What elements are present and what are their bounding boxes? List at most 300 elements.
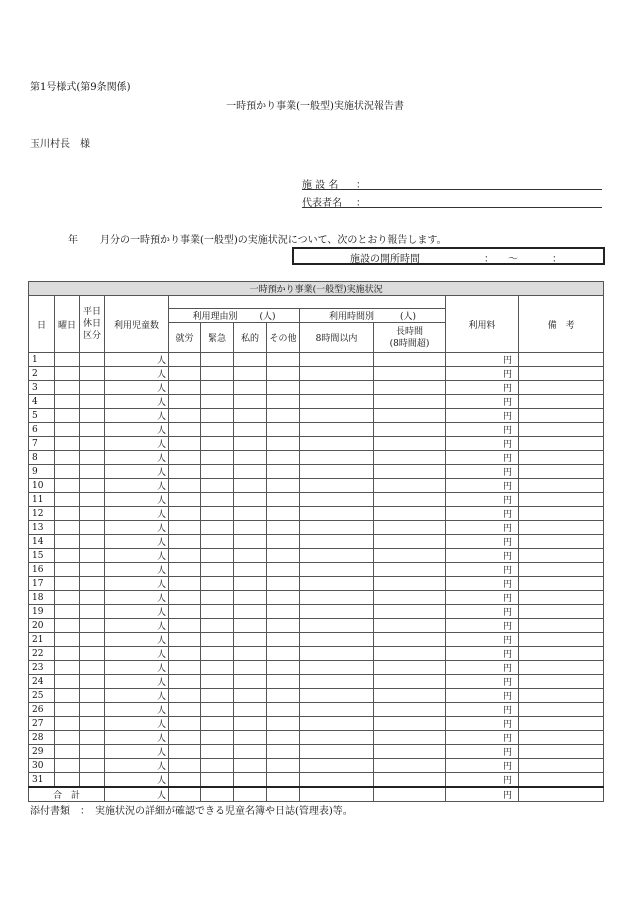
fee-unit: 円	[446, 633, 519, 647]
reason-private-cell[interactable]	[234, 675, 267, 689]
remarks-cell[interactable]	[519, 605, 604, 619]
total-time-within8[interactable]	[300, 787, 374, 802]
reason-other-cell[interactable]	[267, 437, 300, 451]
time-long-cell[interactable]	[374, 773, 446, 788]
time-long-cell[interactable]	[374, 633, 446, 647]
time-within8-cell[interactable]	[300, 759, 374, 773]
reason-other-cell[interactable]	[267, 395, 300, 409]
fee-unit: 円	[446, 423, 519, 437]
remarks-cell[interactable]	[519, 549, 604, 563]
weekday-cell[interactable]	[55, 773, 80, 788]
weekday-cell[interactable]	[55, 381, 80, 395]
reason-other-cell[interactable]	[267, 493, 300, 507]
time-within8-cell[interactable]	[300, 493, 374, 507]
remarks-cell[interactable]	[519, 647, 604, 661]
reason-private-cell[interactable]	[234, 549, 267, 563]
daytype-cell[interactable]	[80, 381, 105, 395]
reason-private-cell[interactable]	[234, 759, 267, 773]
reason-private-cell[interactable]	[234, 395, 267, 409]
daytype-cell[interactable]	[80, 451, 105, 465]
time-long-cell[interactable]	[374, 591, 446, 605]
reason-private-cell[interactable]	[234, 451, 267, 465]
reason-work-cell[interactable]	[169, 563, 201, 577]
weekday-cell[interactable]	[55, 423, 80, 437]
daytype-cell[interactable]	[80, 521, 105, 535]
reason-other-cell[interactable]	[267, 563, 300, 577]
reason-private-cell[interactable]	[234, 479, 267, 493]
remarks-cell[interactable]	[519, 451, 604, 465]
reason-work-cell[interactable]	[169, 647, 201, 661]
reason-private-cell[interactable]	[234, 577, 267, 591]
weekday-cell[interactable]	[55, 759, 80, 773]
reason-private-cell[interactable]	[234, 535, 267, 549]
time-within8-cell[interactable]	[300, 451, 374, 465]
weekday-cell[interactable]	[55, 549, 80, 563]
remarks-cell[interactable]	[519, 745, 604, 759]
time-within8-cell[interactable]	[300, 619, 374, 633]
weekday-cell[interactable]	[55, 395, 80, 409]
time-within8-cell[interactable]	[300, 381, 374, 395]
reason-other-cell[interactable]	[267, 731, 300, 745]
time-long-cell[interactable]	[374, 675, 446, 689]
time-long-cell[interactable]	[374, 423, 446, 437]
children-count-unit: 人	[105, 507, 169, 521]
remarks-cell[interactable]	[519, 689, 604, 703]
daytype-cell[interactable]	[80, 675, 105, 689]
reason-emergency-cell[interactable]	[201, 661, 234, 675]
reason-work-cell[interactable]	[169, 367, 201, 381]
remarks-cell[interactable]	[519, 465, 604, 479]
time-long-cell[interactable]	[374, 661, 446, 675]
reason-work-cell[interactable]	[169, 465, 201, 479]
time-within8-cell[interactable]	[300, 633, 374, 647]
remarks-cell[interactable]	[519, 395, 604, 409]
time-long-cell[interactable]	[374, 409, 446, 423]
reason-other-cell[interactable]	[267, 605, 300, 619]
daytype-cell[interactable]	[80, 465, 105, 479]
table-row	[29, 759, 604, 773]
remarks-cell[interactable]	[519, 759, 604, 773]
time-within8-cell[interactable]	[300, 409, 374, 423]
children-count-unit: 人	[105, 409, 169, 423]
time-long-cell[interactable]	[374, 437, 446, 451]
reason-private-cell[interactable]	[234, 507, 267, 521]
time-within8-cell[interactable]	[300, 703, 374, 717]
time-within8-cell[interactable]	[300, 465, 374, 479]
weekday-cell[interactable]	[55, 577, 80, 591]
weekday-cell[interactable]	[55, 591, 80, 605]
time-long-cell[interactable]	[374, 521, 446, 535]
reason-private-cell[interactable]	[234, 731, 267, 745]
reason-emergency-cell[interactable]	[201, 703, 234, 717]
remarks-cell[interactable]	[519, 535, 604, 549]
reason-private-cell[interactable]	[234, 647, 267, 661]
remarks-cell[interactable]	[519, 521, 604, 535]
daytype-cell[interactable]	[80, 591, 105, 605]
daytype-cell[interactable]	[80, 689, 105, 703]
time-long-cell[interactable]	[374, 717, 446, 731]
time-within8-cell[interactable]	[300, 689, 374, 703]
reason-emergency-cell[interactable]	[201, 437, 234, 451]
time-within8-cell[interactable]	[300, 423, 374, 437]
reason-other-cell[interactable]	[267, 451, 300, 465]
reason-emergency-cell[interactable]	[201, 577, 234, 591]
daytype-cell[interactable]	[80, 535, 105, 549]
reason-private-cell[interactable]	[234, 381, 267, 395]
reason-other-cell[interactable]	[267, 479, 300, 493]
weekday-cell[interactable]	[55, 535, 80, 549]
daytype-cell[interactable]	[80, 619, 105, 633]
reason-other-cell[interactable]	[267, 535, 300, 549]
remarks-cell[interactable]	[519, 703, 604, 717]
reason-emergency-cell[interactable]	[201, 493, 234, 507]
time-long-cell[interactable]	[374, 549, 446, 563]
daytype-cell[interactable]	[80, 703, 105, 717]
weekday-cell[interactable]	[55, 437, 80, 451]
daytype-cell[interactable]	[80, 409, 105, 423]
daytype-cell[interactable]	[80, 605, 105, 619]
time-within8-cell[interactable]	[300, 605, 374, 619]
reason-other-cell[interactable]	[267, 549, 300, 563]
reason-other-cell[interactable]	[267, 367, 300, 381]
reason-other-cell[interactable]	[267, 745, 300, 759]
daytype-cell[interactable]	[80, 367, 105, 381]
daytype-cell[interactable]	[80, 773, 105, 788]
daytype-cell[interactable]	[80, 745, 105, 759]
reason-private-cell[interactable]	[234, 745, 267, 759]
time-within8-cell[interactable]	[300, 507, 374, 521]
reason-private-cell[interactable]	[234, 661, 267, 675]
reason-emergency-cell[interactable]	[201, 465, 234, 479]
reason-work-cell[interactable]	[169, 423, 201, 437]
reason-emergency-cell[interactable]	[201, 451, 234, 465]
reason-private-cell[interactable]	[234, 633, 267, 647]
reason-emergency-cell[interactable]	[201, 479, 234, 493]
reason-private-cell[interactable]	[234, 465, 267, 479]
weekday-cell[interactable]	[55, 353, 80, 367]
remarks-cell[interactable]	[519, 381, 604, 395]
reason-private-cell[interactable]	[234, 703, 267, 717]
reason-private-cell[interactable]	[234, 717, 267, 731]
reason-emergency-cell[interactable]	[201, 409, 234, 423]
daytype-cell[interactable]	[80, 633, 105, 647]
time-within8-cell[interactable]	[300, 521, 374, 535]
total-reason-work[interactable]	[169, 787, 201, 802]
reason-emergency-cell[interactable]	[201, 745, 234, 759]
daytype-cell[interactable]	[80, 479, 105, 493]
reason-work-cell[interactable]	[169, 493, 201, 507]
reason-other-cell[interactable]	[267, 675, 300, 689]
reason-emergency-cell[interactable]	[201, 633, 234, 647]
reason-other-cell[interactable]	[267, 717, 300, 731]
reason-other-cell[interactable]	[267, 507, 300, 521]
daytype-cell[interactable]	[80, 759, 105, 773]
daytype-cell[interactable]	[80, 437, 105, 451]
remarks-cell[interactable]	[519, 717, 604, 731]
reason-other-cell[interactable]	[267, 647, 300, 661]
reason-work-cell[interactable]	[169, 689, 201, 703]
remarks-cell[interactable]	[519, 563, 604, 577]
weekday-cell[interactable]	[55, 605, 80, 619]
reason-emergency-cell[interactable]	[201, 395, 234, 409]
reason-work-cell[interactable]	[169, 703, 201, 717]
remarks-cell[interactable]	[519, 661, 604, 675]
remarks-cell[interactable]	[519, 577, 604, 591]
time-within8-cell[interactable]	[300, 563, 374, 577]
reason-work-cell[interactable]	[169, 717, 201, 731]
reason-other-cell[interactable]	[267, 465, 300, 479]
weekday-cell[interactable]	[55, 451, 80, 465]
daytype-cell[interactable]	[80, 731, 105, 745]
day-number: 24	[29, 675, 55, 689]
reason-other-cell[interactable]	[267, 409, 300, 423]
weekday-cell[interactable]	[55, 731, 80, 745]
daytype-cell[interactable]	[80, 661, 105, 675]
reason-emergency-cell[interactable]	[201, 353, 234, 367]
reason-emergency-cell[interactable]	[201, 689, 234, 703]
remarks-cell[interactable]	[519, 479, 604, 493]
daytype-cell[interactable]	[80, 395, 105, 409]
time-long-cell[interactable]	[374, 493, 446, 507]
weekday-cell[interactable]	[55, 661, 80, 675]
reason-private-cell[interactable]	[234, 437, 267, 451]
daytype-cell[interactable]	[80, 353, 105, 367]
reason-private-cell[interactable]	[234, 591, 267, 605]
weekday-cell[interactable]	[55, 465, 80, 479]
weekday-cell[interactable]	[55, 745, 80, 759]
time-long-cell[interactable]	[374, 745, 446, 759]
time-long-cell[interactable]	[374, 759, 446, 773]
total-reason-other[interactable]	[267, 787, 300, 802]
reason-private-cell[interactable]	[234, 353, 267, 367]
time-within8-cell[interactable]	[300, 675, 374, 689]
reason-work-cell[interactable]	[169, 381, 201, 395]
reason-private-cell[interactable]	[234, 409, 267, 423]
reason-other-cell[interactable]	[267, 759, 300, 773]
reason-emergency-cell[interactable]	[201, 773, 234, 788]
reason-emergency-cell[interactable]	[201, 423, 234, 437]
reason-other-cell[interactable]	[267, 521, 300, 535]
reason-other-cell[interactable]	[267, 633, 300, 647]
reason-private-cell[interactable]	[234, 563, 267, 577]
time-long-cell[interactable]	[374, 381, 446, 395]
time-within8-cell[interactable]	[300, 353, 374, 367]
weekday-cell[interactable]	[55, 675, 80, 689]
reason-work-cell[interactable]	[169, 675, 201, 689]
reason-emergency-cell[interactable]	[201, 717, 234, 731]
weekday-cell[interactable]	[55, 493, 80, 507]
time-long-cell[interactable]	[374, 367, 446, 381]
remarks-cell[interactable]	[519, 409, 604, 423]
reason-emergency-cell[interactable]	[201, 619, 234, 633]
reason-emergency-cell[interactable]	[201, 759, 234, 773]
header-weekday: 曜日	[55, 296, 80, 353]
remarks-cell[interactable]	[519, 591, 604, 605]
time-within8-cell[interactable]	[300, 577, 374, 591]
reason-emergency-cell[interactable]	[201, 605, 234, 619]
weekday-cell[interactable]	[55, 521, 80, 535]
reason-other-cell[interactable]	[267, 773, 300, 788]
reason-work-cell[interactable]	[169, 577, 201, 591]
reason-work-cell[interactable]	[169, 549, 201, 563]
reason-work-cell[interactable]	[169, 591, 201, 605]
reason-work-cell[interactable]	[169, 605, 201, 619]
time-within8-cell[interactable]	[300, 535, 374, 549]
reason-work-cell[interactable]	[169, 759, 201, 773]
time-long-cell[interactable]	[374, 577, 446, 591]
time-long-cell[interactable]	[374, 353, 446, 367]
reason-work-cell[interactable]	[169, 395, 201, 409]
reason-emergency-cell[interactable]	[201, 563, 234, 577]
daytype-cell[interactable]	[80, 423, 105, 437]
weekday-cell[interactable]	[55, 717, 80, 731]
remarks-cell[interactable]	[519, 507, 604, 521]
reason-other-cell[interactable]	[267, 619, 300, 633]
representative-field[interactable]	[302, 193, 602, 208]
table-row	[29, 773, 604, 788]
remarks-cell[interactable]	[519, 367, 604, 381]
time-long-cell[interactable]	[374, 507, 446, 521]
remarks-cell[interactable]	[519, 731, 604, 745]
opening-hours-box[interactable]	[292, 247, 605, 265]
reason-work-cell[interactable]	[169, 619, 201, 633]
time-within8-cell[interactable]	[300, 395, 374, 409]
time-within8-cell[interactable]	[300, 591, 374, 605]
reason-emergency-cell[interactable]	[201, 381, 234, 395]
opening-hours-label: 施設の開所時間	[350, 254, 420, 265]
daytype-cell[interactable]	[80, 577, 105, 591]
reason-other-cell[interactable]	[267, 591, 300, 605]
weekday-cell[interactable]	[55, 689, 80, 703]
daytype-cell[interactable]	[80, 549, 105, 563]
time-long-cell[interactable]	[374, 647, 446, 661]
weekday-cell[interactable]	[55, 367, 80, 381]
time-long-cell[interactable]	[374, 563, 446, 577]
reason-other-cell[interactable]	[267, 381, 300, 395]
time-long-cell[interactable]	[374, 465, 446, 479]
time-long-cell[interactable]	[374, 605, 446, 619]
reason-work-cell[interactable]	[169, 521, 201, 535]
reason-other-cell[interactable]	[267, 661, 300, 675]
total-reason-private[interactable]	[234, 787, 267, 802]
reason-emergency-cell[interactable]	[201, 549, 234, 563]
reason-other-cell[interactable]	[267, 423, 300, 437]
remarks-cell[interactable]	[519, 619, 604, 633]
reason-emergency-cell[interactable]	[201, 675, 234, 689]
total-time-long[interactable]	[374, 787, 446, 802]
time-within8-cell[interactable]	[300, 437, 374, 451]
reason-work-cell[interactable]	[169, 451, 201, 465]
reason-private-cell[interactable]	[234, 423, 267, 437]
reason-emergency-cell[interactable]	[201, 507, 234, 521]
reason-work-cell[interactable]	[169, 507, 201, 521]
time-long-cell[interactable]	[374, 395, 446, 409]
reason-work-cell[interactable]	[169, 409, 201, 423]
reason-emergency-cell[interactable]	[201, 647, 234, 661]
weekday-cell[interactable]	[55, 619, 80, 633]
reason-emergency-cell[interactable]	[201, 535, 234, 549]
weekday-cell[interactable]	[55, 507, 80, 521]
time-within8-cell[interactable]	[300, 731, 374, 745]
reason-work-cell[interactable]	[169, 633, 201, 647]
reason-private-cell[interactable]	[234, 773, 267, 788]
time-long-cell[interactable]	[374, 703, 446, 717]
remarks-cell[interactable]	[519, 493, 604, 507]
time-long-cell[interactable]	[374, 619, 446, 633]
time-within8-cell[interactable]	[300, 479, 374, 493]
daytype-cell[interactable]	[80, 507, 105, 521]
remarks-cell[interactable]	[519, 437, 604, 451]
time-within8-cell[interactable]	[300, 773, 374, 788]
time-long-cell[interactable]	[374, 535, 446, 549]
remarks-cell[interactable]	[519, 773, 604, 788]
reason-emergency-cell[interactable]	[201, 731, 234, 745]
time-within8-cell[interactable]	[300, 745, 374, 759]
daytype-cell[interactable]	[80, 493, 105, 507]
time-within8-cell[interactable]	[300, 647, 374, 661]
reason-private-cell[interactable]	[234, 605, 267, 619]
weekday-cell[interactable]	[55, 479, 80, 493]
reason-private-cell[interactable]	[234, 619, 267, 633]
facility-name-field[interactable]	[302, 175, 602, 190]
total-reason-emergency[interactable]	[201, 787, 234, 802]
reason-work-cell[interactable]	[169, 479, 201, 493]
reason-work-cell[interactable]	[169, 731, 201, 745]
reason-work-cell[interactable]	[169, 773, 201, 788]
reason-work-cell[interactable]	[169, 353, 201, 367]
reason-private-cell[interactable]	[234, 367, 267, 381]
table-row	[29, 535, 604, 549]
reason-other-cell[interactable]	[267, 577, 300, 591]
time-within8-cell[interactable]	[300, 549, 374, 563]
table-row	[29, 633, 604, 647]
daytype-cell[interactable]	[80, 563, 105, 577]
weekday-cell[interactable]	[55, 633, 80, 647]
time-within8-cell[interactable]	[300, 367, 374, 381]
time-long-cell[interactable]	[374, 451, 446, 465]
reason-emergency-cell[interactable]	[201, 591, 234, 605]
time-within8-cell[interactable]	[300, 661, 374, 675]
reason-emergency-cell[interactable]	[201, 521, 234, 535]
weekday-cell[interactable]	[55, 563, 80, 577]
reason-work-cell[interactable]	[169, 535, 201, 549]
weekday-cell[interactable]	[55, 647, 80, 661]
reason-private-cell[interactable]	[234, 493, 267, 507]
reason-other-cell[interactable]	[267, 689, 300, 703]
remarks-cell[interactable]	[519, 353, 604, 367]
daytype-cell[interactable]	[80, 647, 105, 661]
reason-other-cell[interactable]	[267, 353, 300, 367]
reason-private-cell[interactable]	[234, 521, 267, 535]
reason-work-cell[interactable]	[169, 437, 201, 451]
reason-emergency-cell[interactable]	[201, 367, 234, 381]
time-long-cell[interactable]	[374, 479, 446, 493]
reason-work-cell[interactable]	[169, 661, 201, 675]
remarks-cell[interactable]	[519, 423, 604, 437]
time-long-cell[interactable]	[374, 731, 446, 745]
reason-private-cell[interactable]	[234, 689, 267, 703]
total-remarks[interactable]	[519, 787, 604, 802]
reason-other-cell[interactable]	[267, 703, 300, 717]
time-within8-cell[interactable]	[300, 717, 374, 731]
weekday-cell[interactable]	[55, 703, 80, 717]
daytype-cell[interactable]	[80, 717, 105, 731]
remarks-cell[interactable]	[519, 633, 604, 647]
weekday-cell[interactable]	[55, 409, 80, 423]
reason-work-cell[interactable]	[169, 745, 201, 759]
remarks-cell[interactable]	[519, 675, 604, 689]
time-long-cell[interactable]	[374, 689, 446, 703]
